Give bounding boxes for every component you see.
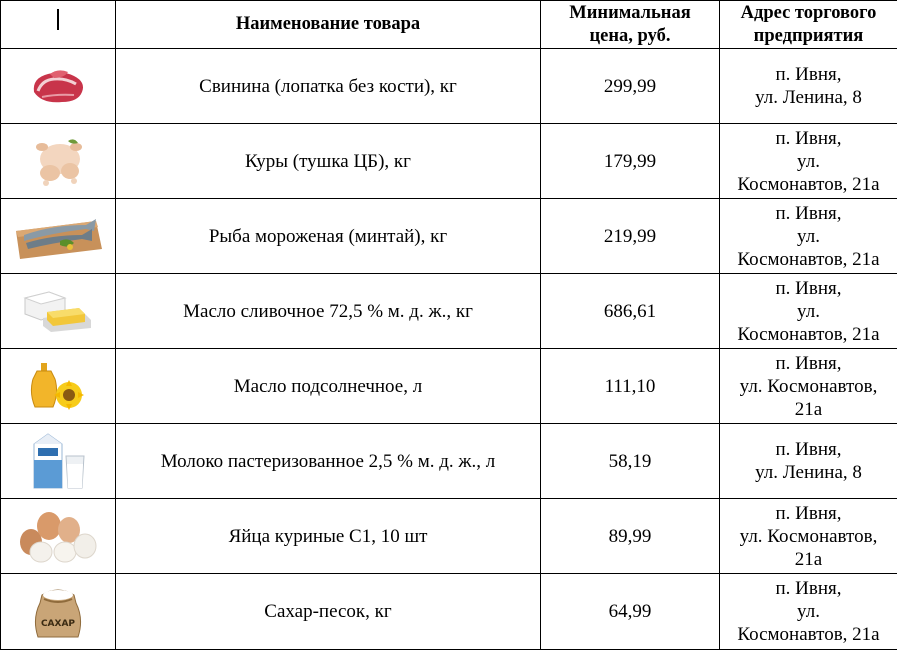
product-name: Яйца куриные С1, 10 шт (116, 499, 541, 574)
store-address: п. Ивня, ул. Космонавтов, 21а (720, 574, 897, 650)
product-image-cell (1, 274, 116, 349)
table-row (1, 424, 897, 499)
product-price: 64,99 (541, 574, 720, 650)
product-price: 89,99 (541, 499, 720, 574)
product-name: Свинина (лопатка без кости), кг (116, 49, 541, 124)
product-name: Куры (тушка ЦБ), кг (116, 124, 541, 199)
table-row (1, 499, 897, 574)
table-row (1, 49, 897, 124)
product-name: Масло сливочное 72,5 % м. д. ж., кг (116, 274, 541, 349)
table-row (1, 199, 897, 274)
table-row (1, 349, 897, 424)
milk-icon (28, 430, 88, 492)
product-image-cell (1, 574, 116, 650)
svg-text:САХАР: САХАР (41, 619, 75, 629)
product-price: 219,99 (541, 199, 720, 274)
sunflower-oil-icon (27, 359, 89, 413)
table-row (1, 274, 897, 349)
store-address: п. Ивня, ул. Ленина, 8 (720, 49, 897, 124)
store-address: п. Ивня, ул. Космонавтов, 21а (720, 499, 897, 574)
product-image-cell (1, 349, 116, 424)
table-header-row (1, 1, 897, 49)
product-image-cell (1, 49, 116, 124)
product-name: Сахар-песок, кг (116, 574, 541, 650)
header-name: Наименование товара (116, 1, 541, 49)
product-price: 299,99 (541, 49, 720, 124)
product-image-cell (1, 124, 116, 199)
product-image-cell (1, 499, 116, 574)
product-name: Молоко пастеризованное 2,5 % м. д. ж., л (116, 424, 541, 499)
product-name: Рыба мороженая (минтай), кг (116, 199, 541, 274)
table-row (1, 124, 897, 199)
store-address: п. Ивня, ул. Космонавтов, 21а (720, 199, 897, 274)
sugar-sack-icon (28, 583, 88, 641)
table-row (1, 574, 897, 650)
product-name: Масло подсолнечное, л (116, 349, 541, 424)
pork-icon (28, 64, 88, 108)
store-address: п. Ивня, ул. Космонавтов, 21а (720, 274, 897, 349)
butter-icon (21, 288, 95, 334)
header-address: Адрес торгового предприятия (720, 1, 897, 49)
eggs-icon (17, 508, 99, 564)
chicken-icon (28, 133, 88, 189)
product-price: 686,61 (541, 274, 720, 349)
store-address: п. Ивня, ул. Космонавтов, 21а (720, 349, 897, 424)
product-image-cell (1, 199, 116, 274)
product-price: 111,10 (541, 349, 720, 424)
product-price: 179,99 (541, 124, 720, 199)
product-price: 58,19 (541, 424, 720, 499)
store-address: п. Ивня, ул. Космонавтов, 21а (720, 124, 897, 199)
header-image-cell (1, 1, 116, 49)
fish-icon (12, 211, 104, 261)
store-address: п. Ивня, ул. Ленина, 8 (720, 424, 897, 499)
header-price: Минимальная цена, руб. (541, 1, 720, 49)
product-image-cell (1, 424, 116, 499)
